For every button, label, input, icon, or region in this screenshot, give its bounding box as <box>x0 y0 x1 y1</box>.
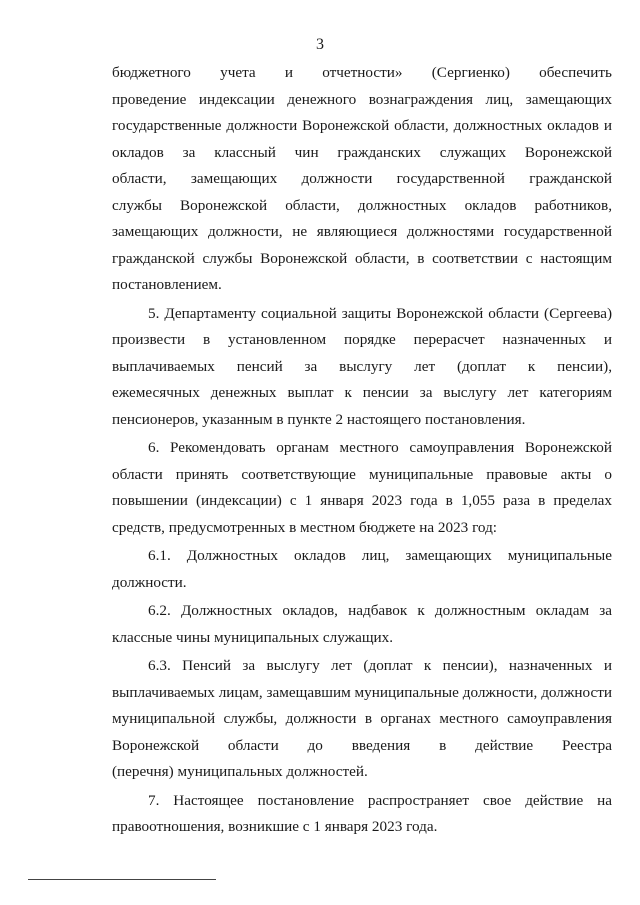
text-line: 6. Рекомендовать органам местного самоуправления Воронежской <box>148 439 612 456</box>
footer-divider <box>28 879 216 880</box>
document-body <box>112 60 612 841</box>
page-number: 3 <box>316 36 324 53</box>
paragraph-item-7 <box>112 788 612 841</box>
text-line: средств, предусмотренных в местном бюджете на 2023 год: <box>112 518 498 536</box>
text-line: области, замещающих должности государственной гражданской <box>112 170 612 187</box>
paragraph-item-6 <box>112 435 612 541</box>
text-line: ежемесячных денежных выплат к пенсии за выслугу лет категориям <box>112 384 612 401</box>
text-line: 6.2. Должностных окладов, надбавок к должностным окладам за <box>148 602 612 619</box>
text-line: 6.3. Пенсий за выслугу лет (доплат к пенсии), назначенных и <box>148 657 612 674</box>
text-line: пенсионеров, указанным в пункте 2 настоящего постановления. <box>112 410 526 428</box>
paragraph-item-6-3 <box>112 653 612 786</box>
paragraph-item-6-2 <box>112 598 612 651</box>
text-line: окладов за классный чин гражданских служащих Воронежской <box>112 143 612 161</box>
text-line: бюджетного учета и отчетности» (Сергиенко) обеспечить <box>112 64 612 81</box>
paragraph-item-6-1 <box>112 543 612 596</box>
text-line: муниципальной службы, должности в органах местного самоуправления <box>112 710 612 727</box>
text-line: правоотношения, возникшие с 1 января 2023 года. <box>112 818 438 835</box>
text-line: 5. Департаменту социальной защиты Воронежской области (Сергеева) <box>148 304 612 322</box>
text-line: постановлением. <box>112 276 222 293</box>
text-line: классные чины муниципальных служащих. <box>112 628 394 646</box>
text-line: (перечня) муниципальных должностей. <box>112 763 368 780</box>
paragraph-item-5 <box>112 301 612 434</box>
text-line: замещающих должности, не являющиеся должностями государственной <box>112 223 612 240</box>
text-line: области принять соответствующие муниципальные правовые акты о <box>112 465 612 483</box>
text-line: государственные должности Воронежской области, должностных окладов и <box>112 117 612 134</box>
text-line: службы Воронежской области, должностных окладов работников, <box>112 196 612 214</box>
text-line: выплачиваемых пенсий за выслугу лет (доплат к пенсии), <box>112 357 612 375</box>
text-line: 6.1. Должностных окладов лиц, замещающих муниципальные <box>148 547 612 564</box>
text-line: выплачиваемых лицам, замещавшим муниципальные должности, должности <box>112 683 612 701</box>
text-line: должности. <box>112 573 187 591</box>
text-line: произвести в установленном порядке перерасчет назначенных и <box>112 331 612 348</box>
text-line: гражданской службы Воронежской области, в соответствии с настоящим <box>112 249 612 267</box>
text-line: проведение индексации денежного вознаграждения лиц, замещающих <box>112 90 612 108</box>
text-line: 7. Настоящее постановление распространяет свое действие на <box>148 791 612 809</box>
text-line: повышении (индексации) с 1 января 2023 года в 1,055 раза в пределах <box>112 492 612 509</box>
text-line: Воронежской области до введения в действие Реестра <box>112 736 612 754</box>
paragraph-continuation <box>112 60 612 299</box>
